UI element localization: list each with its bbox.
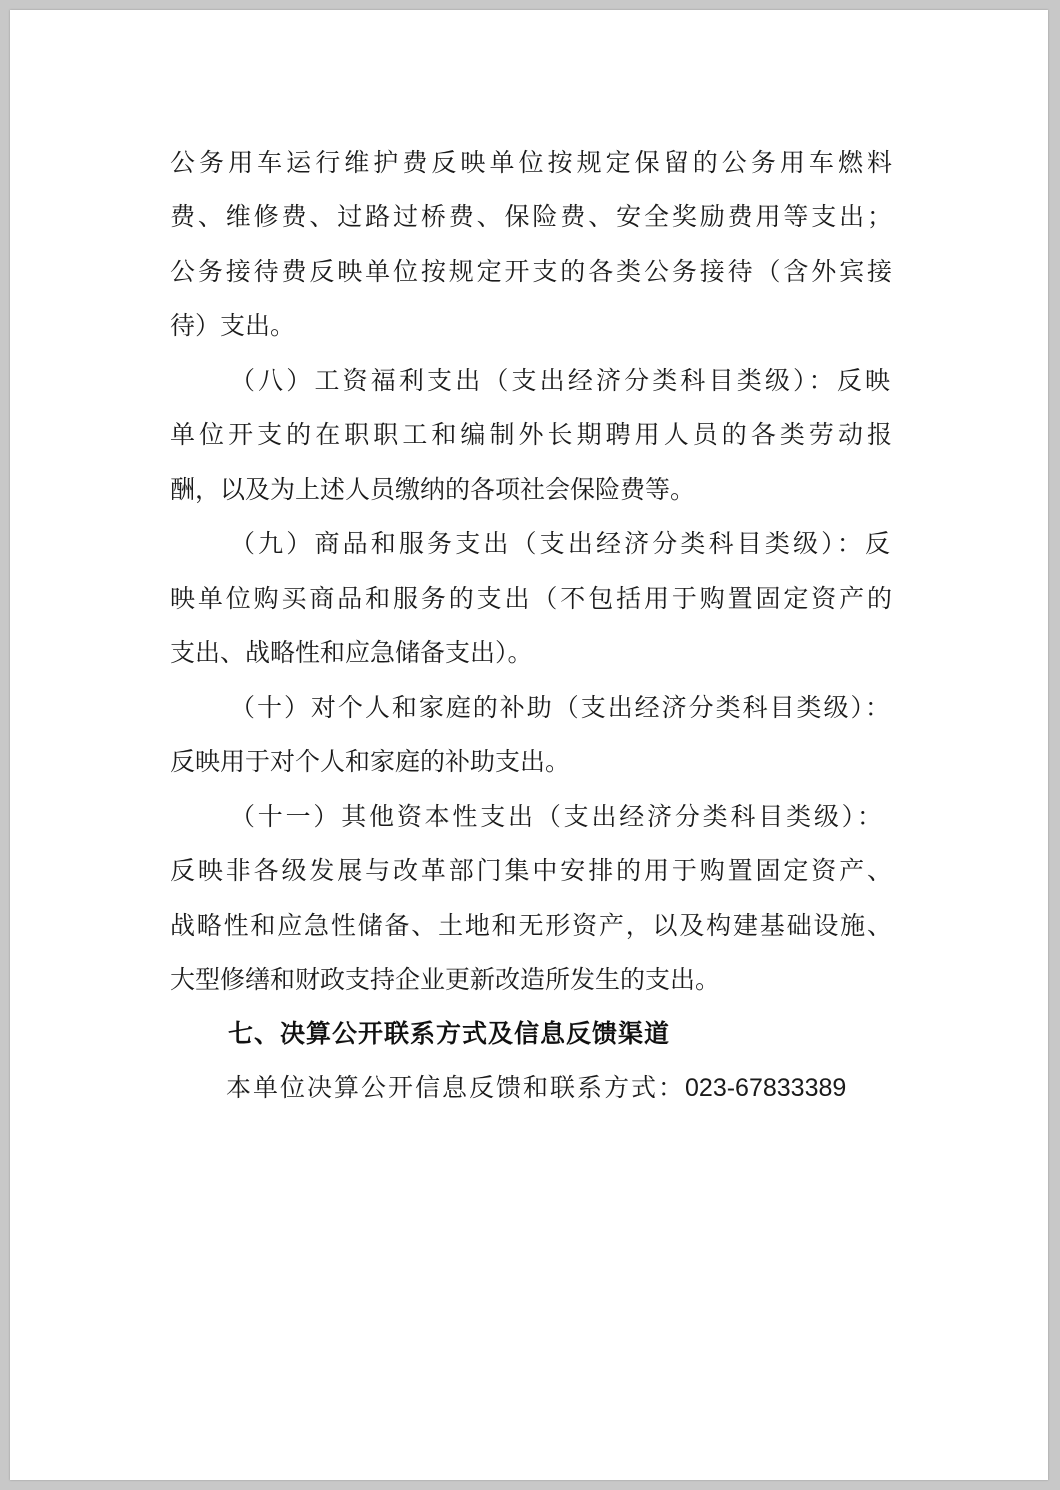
document-page [10, 10, 1048, 1480]
contact-label: 本单位决算公开信息反馈和联系方式： [226, 1073, 686, 1102]
paragraph-line: 单位开支的在职职工和编制外长期聘用人员的各类劳动报 [170, 420, 892, 449]
paragraph-line: 战略性和应急性储备、土地和无形资产，以及构建基础设施、 [170, 911, 892, 940]
paragraph-line: （九）商品和服务支出（支出经济分类科目类级）：反 [230, 529, 890, 558]
paragraph-line: 公务用车运行维护费反映单位按规定保留的公务用车燃料 [170, 148, 892, 177]
paragraph-line: 费、维修费、过路过桥费、保险费、安全奖励费用等支出； [170, 202, 892, 231]
paragraph-line: 待）支出。 [170, 311, 296, 340]
paragraph-line: （八）工资福利支出（支出经济分类科目类级）：反映 [230, 366, 890, 395]
section-heading: 七、决算公开联系方式及信息反馈渠道 [228, 1019, 671, 1048]
paragraph-line: 酬，以及为上述人员缴纳的各项社会保险费等。 [170, 475, 696, 504]
paragraph-line: 公务接待费反映单位按规定开支的各类公务接待（含外宾接 [170, 257, 892, 286]
paragraph-line: 大型修缮和财政支持企业更新改造所发生的支出。 [170, 965, 721, 994]
paragraph-line: 反映用于对个人和家庭的补助支出。 [170, 747, 571, 776]
paragraph-line: 反映非各级发展与改革部门集中安排的用于购置固定资产、 [170, 856, 892, 885]
paragraph-line: 支出、战略性和应急储备支出）。 [170, 638, 533, 667]
paragraph-line: （十一）其他资本性支出（支出经济分类科目类级）： [230, 802, 882, 831]
contact-phone: 023-67833389 [685, 1074, 847, 1102]
contact-line [226, 1070, 1060, 1106]
paragraph-line: （十）对个人和家庭的补助（支出经济分类科目类级）： [230, 693, 890, 722]
paragraph-line: 映单位购买商品和服务的支出（不包括用于购置固定资产的 [170, 584, 892, 613]
